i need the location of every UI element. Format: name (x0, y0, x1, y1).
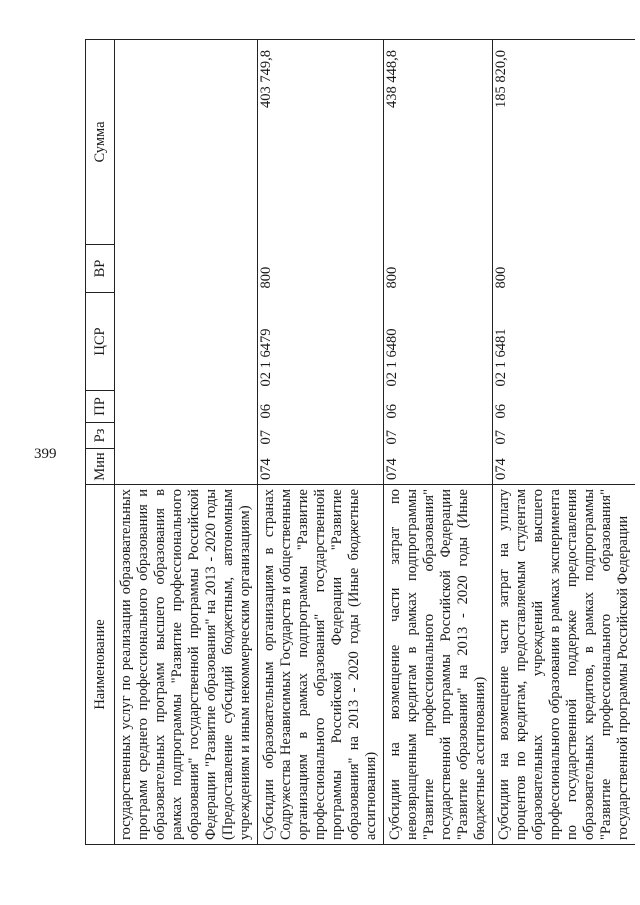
table-row (258, 40, 384, 845)
row-min: 074 (258, 449, 384, 485)
table-row (384, 40, 493, 845)
row-csr: 02 1 6479 (258, 293, 384, 391)
budget-table-sheet (85, 40, 631, 845)
row-sum: 438 448,8 (384, 40, 493, 245)
budget-table (85, 39, 635, 845)
row-vr (115, 245, 258, 293)
header-pr: ПР (86, 391, 115, 423)
row-min: 074 (384, 449, 493, 485)
row-min: 074 (493, 458, 509, 480)
row-pr: 06 (384, 391, 493, 423)
row-name: Субсидии на возмещение части затрат по невозвращенным кредитам в рамках подпрограммы "Развитие профессионального образования" государственной программы Российской Федерации "Развитие образования" на 2013 - 2020 годы (Иные бюджетные ассигнования) (384, 485, 493, 845)
row-pr: 06 (493, 404, 509, 419)
table-row (493, 40, 636, 845)
header-sum: Сумма (86, 40, 115, 245)
row-csr (115, 293, 258, 391)
header-rz: Рз (86, 423, 115, 449)
row-vr: 800 (384, 245, 493, 293)
header-name: Наименование (86, 485, 115, 845)
row-vr: 800 (258, 245, 384, 293)
row-rz (115, 423, 258, 449)
row-min (115, 449, 258, 485)
row-csr: 02 1 6480 (384, 293, 493, 391)
row-pr: 06 (258, 391, 384, 423)
row-name: Субсидии образовательным организациям в странах Содружества Независимых Государств и общественным организациям в рамках подпрограммы "Развитие профессионального образования" государственной программы Российской Федерации "Развитие образования" на 2013 - 2020 годы (Иные бюджетные ассигнования) (258, 485, 384, 845)
header-csr: ЦСР (86, 293, 115, 391)
row-sum: 185 820,0 (493, 40, 636, 245)
header-min: Мин (86, 449, 115, 485)
row-vr: 800 (493, 266, 509, 289)
page-number: 399 (34, 446, 57, 462)
row-rz: 07 (384, 423, 493, 449)
row-sum (115, 40, 258, 245)
row-sum: 403 749,8 (258, 40, 384, 245)
table-header-row (86, 40, 115, 845)
row-csr: 02 1 6481 (493, 328, 509, 387)
header-vr: ВР (86, 245, 115, 293)
row-rz: 07 (493, 430, 509, 445)
row-name: Субсидии на возмещение части затрат на уплату процентов по кредитам, предоставляемым студентам образовательных учреждений высшего профессионального образования в рамках эксперимента по государственной поддержке предоставления образовательных кредитов, в рамках подпрограммы "Развитие профессионального образования" государственной программы Российской Федерации (493, 485, 636, 845)
row-name: государственных услуг по реализации образовательных программ среднего профессионального образования и образовательных программ высшего образования в рамках подпрограммы "Развитие профессионального образования" государственной программы Российской Федерации "Развитие образования" на 2013 - 2020 годы (Предоставление субсидий бюджетным, автономным учреждениям и иным некоммерческим организациям) (115, 485, 258, 845)
row-pr (115, 391, 258, 423)
table-row (115, 40, 258, 845)
row-rz: 07 (258, 423, 384, 449)
